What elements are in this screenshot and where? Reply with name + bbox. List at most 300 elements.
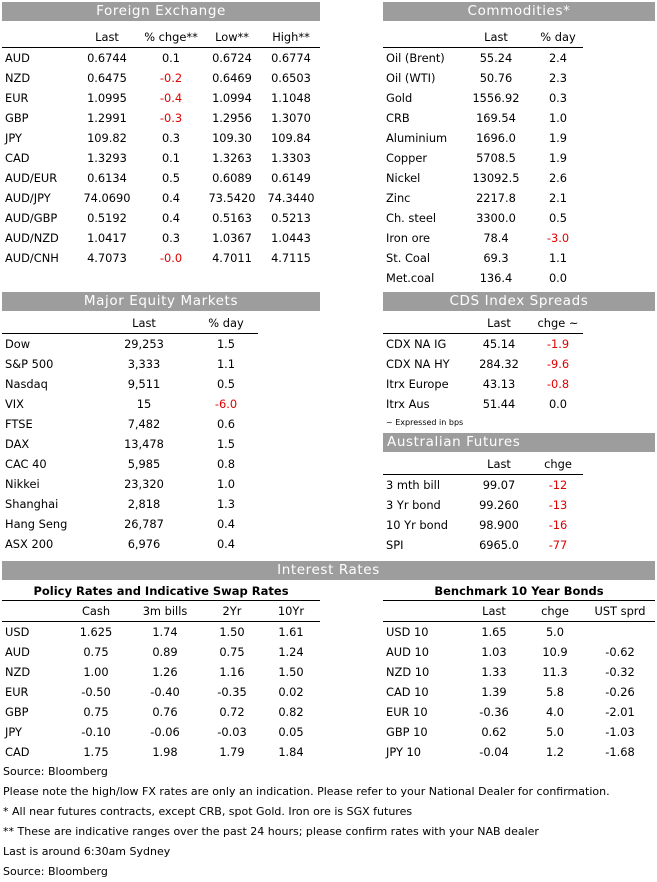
cds-cell: 45.14 (482, 337, 516, 351)
futures-row (383, 495, 583, 515)
bonds-row-label: CAD 10 (386, 685, 429, 699)
futures-column-header: chge (533, 454, 583, 475)
commodities-row (383, 248, 583, 268)
policy-row-label: JPY (5, 725, 22, 739)
commodities-cell: 0.5 (548, 211, 568, 225)
fx-cell: 0.4 (161, 211, 181, 225)
bonds-cell: 5.0 (545, 625, 565, 639)
fx-cell: 4.7011 (212, 251, 252, 265)
equity-row-label: S&P 500 (5, 357, 54, 371)
cds-cell: -9.6 (546, 357, 570, 371)
futures-row (383, 475, 583, 496)
futures-cell: -16 (548, 518, 568, 532)
policy-cell: -0.50 (81, 685, 111, 699)
cds-cell: 51.44 (482, 397, 516, 411)
cds-column-header: Last (465, 313, 533, 334)
fx-cell: 74.0690 (83, 191, 131, 205)
fx-cell: 73.5420 (208, 191, 256, 205)
footer-futures-note: * All near futures contracts, except CRB, spot Gold. Iron ore is SGX futures (3, 805, 413, 818)
commodities-column-headers (383, 27, 583, 48)
equity-row-label: Hang Seng (5, 517, 68, 531)
fx-cell: 0.6149 (271, 171, 311, 185)
futures-header: Australian Futures (383, 433, 655, 452)
fx-cell: -0.3 (159, 111, 183, 125)
policy-cell: 0.75 (219, 645, 245, 659)
bonds-row (383, 682, 655, 702)
policy-cell: 1.98 (152, 745, 178, 759)
fx-table (2, 27, 320, 268)
equity-row (2, 534, 258, 554)
commodities-cell: 1696.0 (476, 131, 516, 145)
equity-row (2, 434, 258, 454)
equity-row (2, 334, 258, 355)
policy-cell: 1.84 (278, 745, 304, 759)
bonds-cell: -0.04 (479, 745, 509, 759)
fx-row-label: NZD (5, 71, 31, 85)
fx-cell: 4.7115 (271, 251, 311, 265)
fx-row (2, 148, 320, 168)
fx-cell: 109.82 (87, 131, 127, 145)
fx-cell: 1.2956 (212, 111, 252, 125)
commodities-row-label: CRB (386, 111, 410, 125)
equity-row (2, 494, 258, 514)
policy-cell: 0.75 (83, 705, 109, 719)
commodities-cell: 3300.0 (476, 211, 516, 225)
fx-cell: 1.3263 (212, 151, 252, 165)
equity-cell: 1.5 (216, 337, 236, 351)
equity-row-label: CAC 40 (5, 457, 47, 471)
equity-column-header: % day (194, 313, 258, 334)
policy-cell: 0.02 (278, 685, 304, 699)
fx-row (2, 168, 320, 188)
fx-cell: 0.4 (161, 191, 181, 205)
bonds-row-label: USD 10 (386, 625, 429, 639)
bonds-row-label: AUD 10 (386, 645, 430, 659)
equity-cell: 0.4 (216, 517, 236, 531)
commodities-cell: 2.4 (548, 51, 568, 65)
equity-table (2, 313, 258, 554)
equity-cell: 0.5 (216, 377, 236, 391)
futures-row (383, 535, 583, 555)
policy-row (2, 642, 320, 662)
fx-row-label: AUD/NZD (5, 231, 59, 245)
bonds-cell: 1.65 (481, 625, 507, 639)
equity-header: Major Equity Markets (2, 292, 320, 311)
futures-cell: -13 (548, 498, 568, 512)
bonds-cell: 1.2 (545, 745, 565, 759)
bonds-cell: -0.32 (605, 665, 635, 679)
policy-row-label: GBP (5, 705, 29, 719)
fx-cell: 1.0994 (212, 91, 252, 105)
policy-cell: 1.625 (79, 625, 113, 639)
fx-cell: 0.3 (161, 131, 181, 145)
commodities-row (383, 168, 583, 188)
futures-cell: 6965.0 (479, 538, 519, 552)
futures-column-header (383, 454, 465, 475)
fx-cell: -0.4 (159, 91, 183, 105)
cds-cell: -1.9 (546, 337, 570, 351)
bonds-column-header (383, 601, 463, 622)
futures-cell: -12 (548, 478, 568, 492)
futures-row-label: 10 Yr bond (386, 518, 449, 532)
commodities-cell: 2.1 (548, 191, 568, 205)
equity-cell: 9,511 (127, 377, 161, 391)
bonds-title: Benchmark 10 Year Bonds (434, 584, 604, 598)
commodities-cell: 1.9 (548, 151, 568, 165)
commodities-row-label: Copper (386, 151, 428, 165)
commodities-column-header (383, 27, 459, 48)
bonds-cell: 10.9 (542, 645, 568, 659)
fx-column-header (2, 27, 74, 48)
futures-column-header: Last (465, 454, 533, 475)
commodities-cell: 13092.5 (472, 171, 520, 185)
fx-column-header: Low** (202, 27, 262, 48)
equity-row (2, 454, 258, 474)
bonds-row-label: JPY 10 (386, 745, 422, 759)
fx-column-headers (2, 27, 320, 48)
commodities-row (383, 48, 583, 69)
policy-cell: -0.06 (150, 725, 180, 739)
policy-cell: 1.50 (278, 665, 304, 679)
bonds-cell: 0.62 (481, 725, 507, 739)
footer-source-2: Source: Bloomberg (3, 865, 108, 878)
futures-table (383, 454, 583, 555)
commodities-row (383, 228, 583, 248)
commodities-cell: 1.9 (548, 131, 568, 145)
fx-row-label: GBP (5, 111, 29, 125)
equity-cell: 3,333 (127, 357, 161, 371)
futures-cell: 98.900 (479, 518, 519, 532)
bonds-row (383, 722, 655, 742)
bonds-cell: 11.3 (542, 665, 568, 679)
futures-cell: -77 (548, 538, 568, 552)
commodities-row (383, 148, 583, 168)
bonds-column-header: chge (525, 601, 585, 622)
equity-row-label: Nasdaq (5, 377, 48, 391)
commodities-row-label: Nickel (386, 171, 421, 185)
policy-cell: 0.75 (83, 645, 109, 659)
fx-cell: 0.6503 (271, 71, 311, 85)
policy-cell: 0.72 (219, 705, 245, 719)
equity-row (2, 474, 258, 494)
policy-cell: 0.76 (152, 705, 178, 719)
cds-row-label: Itrx Europe (386, 377, 449, 391)
commodities-cell: 50.76 (479, 71, 513, 85)
cds-column-header (383, 313, 465, 334)
commodities-row-label: Met.coal (386, 271, 435, 285)
equity-row (2, 394, 258, 414)
policy-cell: 1.26 (152, 665, 178, 679)
interest-header: Interest Rates (2, 561, 655, 580)
policy-column-header: 3m bills (128, 601, 202, 622)
fx-row-label: CAD (5, 151, 30, 165)
commodities-header: Commodities* (383, 2, 655, 21)
fx-row (2, 68, 320, 88)
policy-cell: 1.00 (83, 665, 109, 679)
commodities-row-label: St. Coal (386, 251, 431, 265)
equity-cell: 7,482 (127, 417, 161, 431)
bonds-row (383, 662, 655, 682)
policy-table (2, 601, 320, 762)
footer-fx-note: Please note the high/low FX rates are only an indication. Please refer to your National Dealer for confirmation. (3, 785, 610, 798)
policy-cell: 0.82 (278, 705, 304, 719)
bonds-column-header: Last (463, 601, 525, 622)
commodities-cell: 136.4 (479, 271, 513, 285)
bonds-cell: 1.33 (481, 665, 507, 679)
fx-row-label: AUD/JPY (5, 191, 51, 205)
commodities-row-label: Gold (386, 91, 413, 105)
fx-row (2, 128, 320, 148)
bonds-column-headers (383, 601, 655, 622)
commodities-row-label: Aluminium (386, 131, 448, 145)
commodities-cell: 0.0 (548, 271, 568, 285)
cds-note: ~ Expressed in bps (386, 418, 464, 427)
bonds-cell: 5.8 (545, 685, 565, 699)
policy-row (2, 662, 320, 682)
fx-row-label: AUD/EUR (5, 171, 58, 185)
fx-row-label: JPY (5, 131, 22, 145)
commodities-row (383, 268, 583, 288)
fx-row (2, 188, 320, 208)
policy-column-header: Cash (64, 601, 128, 622)
fx-cell: 1.3303 (271, 151, 311, 165)
policy-cell: -0.35 (217, 685, 247, 699)
bonds-cell: -0.26 (605, 685, 635, 699)
commodities-cell: 169.54 (476, 111, 516, 125)
equity-cell: 23,320 (124, 477, 164, 491)
policy-title: Policy Rates and Indicative Swap Rates (33, 584, 289, 598)
cds-header: CDS Index Spreads (383, 292, 655, 311)
cds-cell: 284.32 (479, 357, 519, 371)
bonds-row-label: GBP 10 (386, 725, 428, 739)
commodities-table (383, 27, 583, 288)
cds-column-header: chge ~ (533, 313, 583, 334)
fx-cell: 0.5213 (271, 211, 311, 225)
commodities-row-label: Oil (WTI) (386, 71, 436, 85)
fx-cell: 0.5163 (212, 211, 252, 225)
equity-cell: 1.5 (216, 437, 236, 451)
fx-cell: 1.0995 (87, 91, 127, 105)
policy-cell: 0.89 (152, 645, 178, 659)
policy-column-header (2, 601, 64, 622)
equity-column-header: Last (94, 313, 194, 334)
fx-row (2, 248, 320, 268)
fx-row-label: EUR (5, 91, 29, 105)
fx-cell: 0.6089 (212, 171, 252, 185)
fx-cell: 74.3440 (267, 191, 315, 205)
equity-row-label: Nikkei (5, 477, 40, 491)
commodities-cell: 2.6 (548, 171, 568, 185)
fx-cell: 4.7073 (87, 251, 127, 265)
equity-row-label: VIX (5, 397, 24, 411)
bonds-cell: -1.68 (605, 745, 635, 759)
cds-row (383, 394, 583, 414)
fx-cell: 1.0443 (271, 231, 311, 245)
fx-cell: 0.6724 (212, 51, 252, 65)
equity-cell: 13,478 (124, 437, 164, 451)
cds-column-headers (383, 313, 583, 334)
footer-source: Source: Bloomberg (3, 765, 108, 778)
fx-cell: 0.6134 (87, 171, 127, 185)
equity-row (2, 414, 258, 434)
futures-row (383, 515, 583, 535)
commodities-row (383, 208, 583, 228)
equity-row-label: Shanghai (5, 497, 59, 511)
equity-cell: 1.3 (216, 497, 236, 511)
fx-cell: 1.3070 (271, 111, 311, 125)
policy-cell: -0.10 (81, 725, 111, 739)
equity-row (2, 354, 258, 374)
cds-cell: 43.13 (482, 377, 516, 391)
bonds-cell: -0.36 (479, 705, 509, 719)
cds-row-label: CDX NA HY (386, 357, 450, 371)
fx-cell: 109.84 (271, 131, 311, 145)
policy-row-label: USD (5, 625, 30, 639)
equity-cell: 6,976 (127, 537, 161, 551)
bonds-row (383, 742, 655, 762)
fx-row (2, 88, 320, 108)
commodities-row (383, 108, 583, 128)
policy-row (2, 702, 320, 722)
fx-cell: 1.0417 (87, 231, 127, 245)
commodities-cell: 1556.92 (472, 91, 520, 105)
fx-cell: 0.6469 (212, 71, 252, 85)
bonds-row (383, 642, 655, 662)
fx-cell: 0.5192 (87, 211, 127, 225)
equity-cell: 5,985 (127, 457, 161, 471)
policy-column-header: 2Yr (202, 601, 262, 622)
equity-row-label: FTSE (5, 417, 33, 431)
cds-row (383, 374, 583, 394)
fx-row (2, 208, 320, 228)
policy-row-label: AUD (5, 645, 30, 659)
fx-cell: 1.3293 (87, 151, 127, 165)
cds-row (383, 334, 583, 355)
policy-cell: 1.75 (83, 745, 109, 759)
policy-row-label: EUR (5, 685, 29, 699)
commodities-cell: 1.1 (548, 251, 568, 265)
cds-row-label: Itrx Aus (386, 397, 430, 411)
policy-cell: 1.16 (219, 665, 245, 679)
bonds-cell: 4.0 (545, 705, 565, 719)
equity-cell: 0.6 (216, 417, 236, 431)
fx-cell: 0.6774 (271, 51, 311, 65)
fx-cell: 109.30 (212, 131, 252, 145)
policy-cell: -0.03 (217, 725, 247, 739)
policy-column-header: 10Yr (262, 601, 320, 622)
bonds-cell: 5.0 (545, 725, 565, 739)
equity-row-label: Dow (5, 337, 31, 351)
policy-row (2, 682, 320, 702)
fx-row-label: AUD/CNH (5, 251, 59, 265)
fx-row (2, 228, 320, 248)
bonds-cell (585, 622, 655, 643)
commodities-cell: 69.3 (483, 251, 509, 265)
equity-row (2, 374, 258, 394)
commodities-cell: 2.3 (548, 71, 568, 85)
cds-row (383, 354, 583, 374)
commodities-column-header: Last (459, 27, 533, 48)
policy-cell: 0.05 (278, 725, 304, 739)
policy-cell: 1.79 (219, 745, 245, 759)
bonds-table (383, 601, 655, 762)
equity-cell: 1.1 (216, 357, 236, 371)
footer-range-note: ** These are indicative ranges over the past 24 hours; please confirm rates with your NAB dealer (3, 825, 539, 838)
fx-column-header: Last (74, 27, 140, 48)
equity-cell: 29,253 (124, 337, 164, 351)
commodities-cell: 2217.8 (476, 191, 516, 205)
policy-cell: -0.40 (150, 685, 180, 699)
commodities-row (383, 128, 583, 148)
bonds-cell: -0.62 (605, 645, 635, 659)
futures-row-label: SPI (386, 538, 404, 552)
futures-cell: 99.260 (479, 498, 519, 512)
equity-cell: 15 (136, 397, 152, 411)
commodities-row (383, 188, 583, 208)
fx-cell: -0.2 (159, 71, 183, 85)
fx-cell: -0.0 (159, 251, 183, 265)
commodities-cell: 78.4 (483, 231, 509, 245)
fx-header: Foreign Exchange (2, 2, 320, 21)
fx-cell: 0.1 (161, 51, 181, 65)
fx-column-header: % chge** (140, 27, 202, 48)
commodities-row-label: Ch. steel (386, 211, 436, 225)
fx-cell: 1.2991 (87, 111, 127, 125)
policy-cell: 1.74 (152, 625, 178, 639)
commodities-column-header: % day (533, 27, 583, 48)
futures-cell: 99.07 (482, 478, 516, 492)
footer-last-note: Last is around 6:30am Sydney (3, 845, 171, 858)
cds-row-label: CDX NA IG (386, 337, 447, 351)
commodities-row-label: Oil (Brent) (386, 51, 445, 65)
bonds-row-label: EUR 10 (386, 705, 428, 719)
equity-column-headers (2, 313, 258, 334)
commodities-row-label: Iron ore (386, 231, 431, 245)
policy-row (2, 722, 320, 742)
policy-cell: 1.61 (278, 625, 304, 639)
fx-row (2, 48, 320, 69)
fx-cell: 0.6475 (87, 71, 127, 85)
cds-table (383, 313, 583, 414)
equity-cell: 26,787 (124, 517, 164, 531)
futures-column-headers (383, 454, 583, 475)
fx-row-label: AUD (5, 51, 30, 65)
commodities-row-label: Zinc (386, 191, 411, 205)
bonds-cell: 1.39 (481, 685, 507, 699)
cds-cell: -0.8 (546, 377, 570, 391)
policy-cell: 1.24 (278, 645, 304, 659)
fx-cell: 1.1048 (271, 91, 311, 105)
fx-cell: 0.1 (161, 151, 181, 165)
equity-cell: -6.0 (214, 397, 238, 411)
commodities-cell: -3.0 (546, 231, 570, 245)
equity-row (2, 514, 258, 534)
fx-row (2, 108, 320, 128)
commodities-row (383, 68, 583, 88)
equity-column-header (2, 313, 94, 334)
bonds-cell: -1.03 (605, 725, 635, 739)
policy-row-label: NZD (5, 665, 31, 679)
fx-cell: 0.5 (161, 171, 181, 185)
policy-row (2, 742, 320, 762)
bonds-cell: -2.01 (605, 705, 635, 719)
fx-cell: 0.6744 (87, 51, 127, 65)
fx-row-label: AUD/GBP (5, 211, 58, 225)
commodities-cell: 55.24 (479, 51, 513, 65)
equity-row-label: DAX (5, 437, 30, 451)
commodities-cell: 0.3 (548, 91, 568, 105)
commodities-row (383, 88, 583, 108)
